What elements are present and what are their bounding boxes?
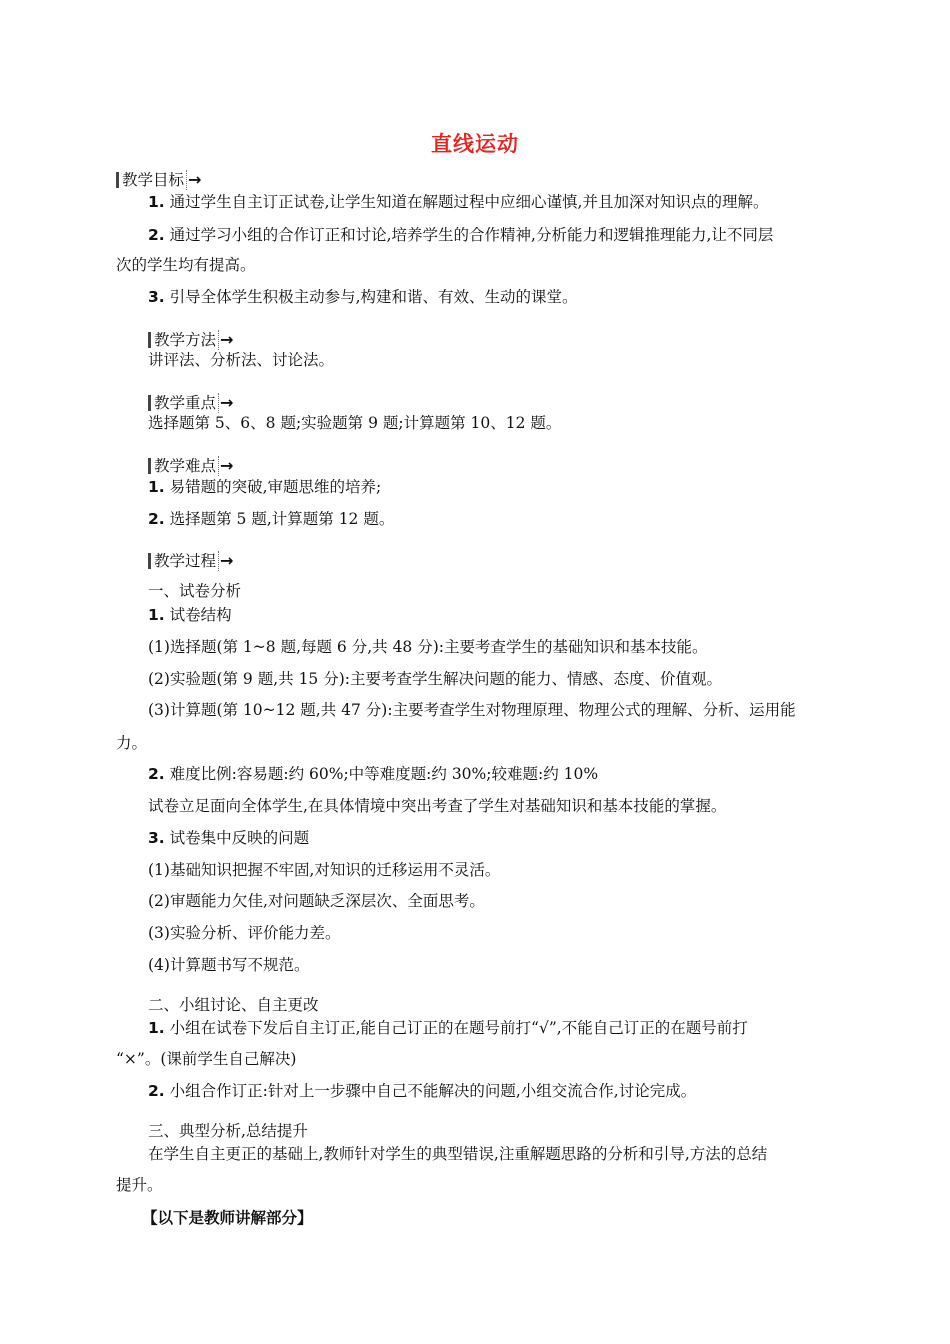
part-title: 二、小组讨论、自主更改 xyxy=(148,996,319,1014)
arrow-icon: → xyxy=(220,551,234,570)
teacher-section-note: 【以下是教师讲解部分】 xyxy=(142,1208,313,1227)
list-item: (1)基础知识把握不牢固,对知识的迁移运用不灵活。 xyxy=(148,861,501,879)
arrow-icon: → xyxy=(220,393,234,412)
arrow-icon: → xyxy=(188,170,202,189)
heading-bar xyxy=(148,332,151,348)
section-heading-process xyxy=(148,551,233,571)
list-item: (3)计算题(第 10~12 题,共 47 分):主要考查学生对物理原理、物理公式的理解、分析、运用能 xyxy=(148,701,796,719)
section-heading-key-points xyxy=(148,393,233,413)
list-item-continuation: “×”。(课前学生自己解决) xyxy=(116,1050,297,1068)
objective-item: 2. 通过学习小组的合作订正和讨论,培养学生的合作精神,分析能力和逻辑推理能力,让不同层 xyxy=(148,226,774,244)
paragraph-continuation: 提升。 xyxy=(116,1176,163,1194)
section-heading-methods xyxy=(148,330,233,350)
section-heading-objectives xyxy=(116,170,201,190)
heading-label: 教学重点 xyxy=(154,394,217,412)
list-item: 2. 小组合作订正:针对上一步骤中自己不能解决的问题,小组交流合作,讨论完成。 xyxy=(148,1082,697,1100)
heading-bar xyxy=(148,395,151,411)
paragraph: 在学生自主更正的基础上,教师针对学生的典型错误,注重解题思路的分析和引导,方法的总结 xyxy=(148,1145,768,1163)
subsection-title: 1. 试卷结构 xyxy=(148,606,232,624)
list-item-continuation: 力。 xyxy=(116,734,148,752)
heading-label: 教学难点 xyxy=(154,457,217,475)
methods-text: 讲评法、分析法、讨论法。 xyxy=(148,351,335,369)
difficulty-item: 1. 易错题的突破,审题思维的培养; xyxy=(148,478,382,496)
heading-bar xyxy=(116,172,119,188)
heading-label: 教学目标 xyxy=(122,171,185,189)
objective-item: 1. 通过学生自主订正试卷,让学生知道在解题过程中应细心谨慎,并且加深对知识点的理解。 xyxy=(148,193,769,211)
subsection-title: 3. 试卷集中反映的问题 xyxy=(148,829,310,847)
list-item: (3)实验分析、评价能力差。 xyxy=(148,924,341,942)
list-item: (1)选择题(第 1~8 题,每题 6 分,共 48 分):主要考查学生的基础知识和基本技能。 xyxy=(148,638,708,656)
objective-item: 3. 引导全体学生积极主动参与,构建和谐、有效、生动的课堂。 xyxy=(148,288,578,306)
part-title: 一、试卷分析 xyxy=(148,582,242,600)
heading-label: 教学方法 xyxy=(154,331,217,349)
heading-bar xyxy=(148,553,151,569)
list-item: 1. 小组在试卷下发后自主订正,能自己订正的在题号前打“√”,不能自己订正的在题号前打 xyxy=(148,1019,748,1037)
list-item: (2)实验题(第 9 题,共 15 分):主要考查学生解决问题的能力、情感、态度、价值观。 xyxy=(148,670,722,688)
list-item: (4)计算题书写不规范。 xyxy=(148,956,310,974)
section-heading-difficulties xyxy=(148,456,233,476)
subsection-title: 2. 难度比例:容易题:约 60%;中等难度题:约 30%;较难题:约 10% xyxy=(148,765,599,783)
key-points-text: 选择题第 5、6、8 题;实验题第 9 题;计算题第 10、12 题。 xyxy=(148,414,562,432)
arrow-icon: → xyxy=(220,456,234,475)
heading-label: 教学过程 xyxy=(154,552,217,570)
paragraph: 试卷立足面向全体学生,在具体情境中突出考查了学生对基础知识和基本技能的掌握。 xyxy=(148,797,727,815)
part-title: 三、典型分析,总结提升 xyxy=(148,1122,308,1140)
list-item: (2)审题能力欠佳,对问题缺乏深层次、全面思考。 xyxy=(148,892,485,910)
difficulty-item: 2. 选择题第 5 题,计算题第 12 题。 xyxy=(148,510,395,528)
heading-bar xyxy=(148,458,151,474)
arrow-icon: → xyxy=(220,330,234,349)
page-title: 直线运动 xyxy=(431,132,519,156)
objective-item-continuation: 次的学生均有提高。 xyxy=(116,256,256,274)
